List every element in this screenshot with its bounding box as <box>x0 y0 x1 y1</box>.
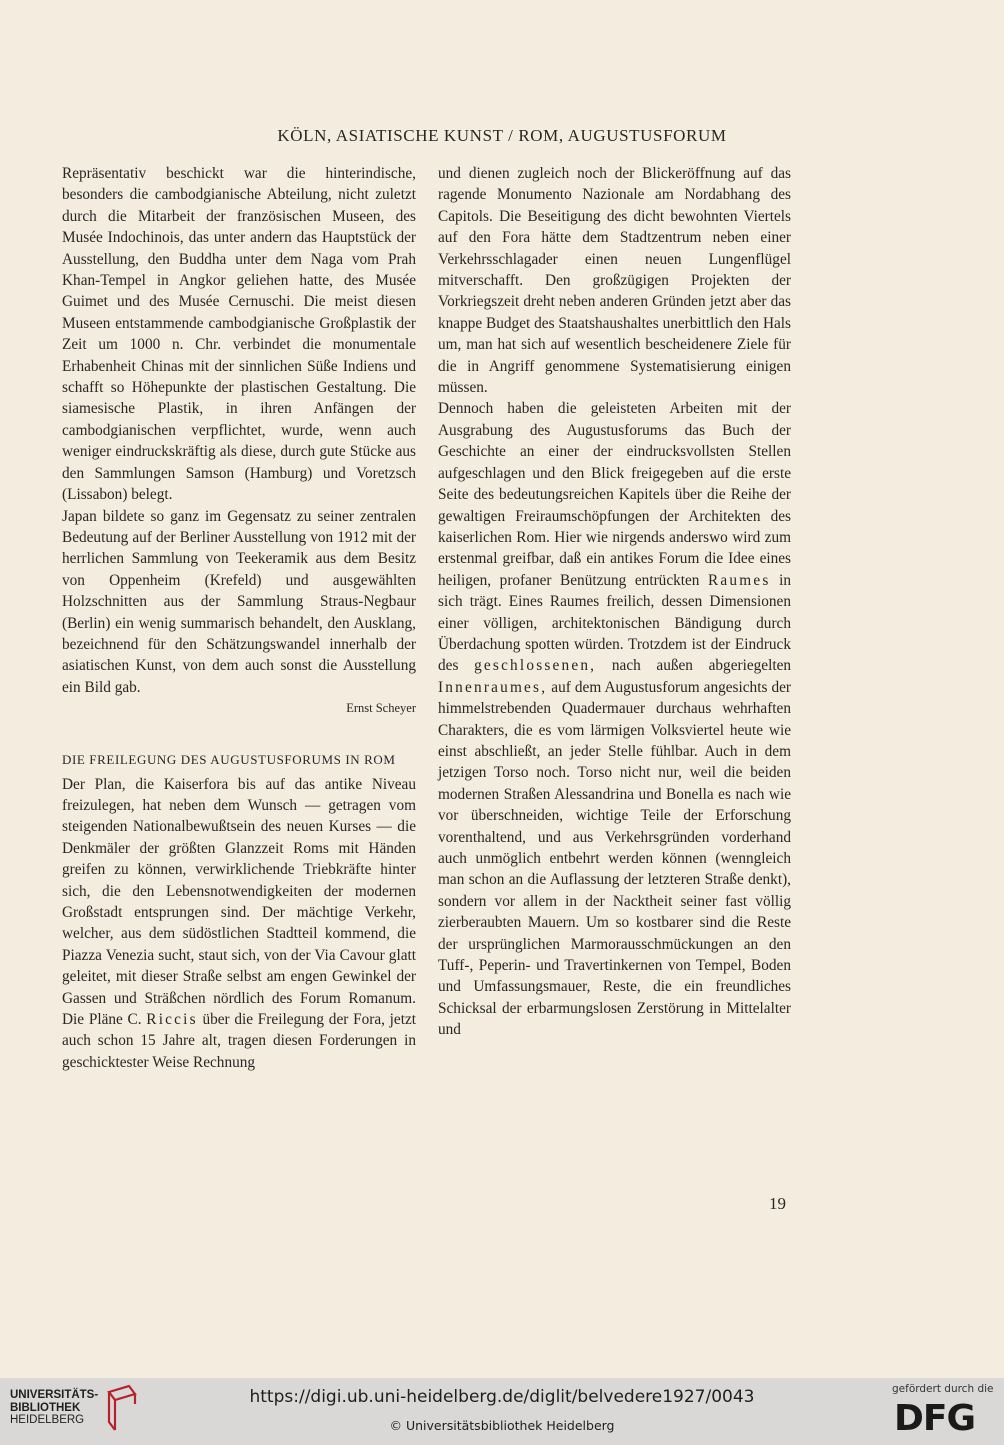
copyright-notice: © Universitätsbibliothek Heidelberg <box>389 1418 615 1433</box>
permalink-url[interactable]: https://digi.ub.uni-heidelberg.de/diglit/belvedere1927/0043 <box>249 1387 755 1407</box>
paragraph <box>438 398 791 1040</box>
running-head: KÖLN, ASIATISCHE KUNST / ROM, AUGUSTUSFORUM <box>277 126 727 145</box>
library-name-line: BIBLIOTHEK <box>10 1401 81 1414</box>
paragraph: Repräsentativ beschickt war die hinterindische, besonders die cambodgianische Abteilung, nicht zuletzt durch die Mitarbeit der französischen Museen, des Musée Indochinois, das unter andern das Hauptstück der Ausstellung, den Buddha unter dem Naga vom Prah Khan-Tempel in Angkor geliehen hatte, des Musée Guimet und des Musée Cernuschi. Die meist diesen Museen entstammende cambodgianische Großplastik der Zeit um 1000 n. Chr. verbindet die monumentale Erhabenheit Chinas mit der sinnlichen Süße Indiens und schafft so Höhepunkte der plastischen Gestaltung. Die siamesische Plastik, in ihren Anfängen der cambodgianischen verpflichtet, wurde, wenn auch weniger eindruckskräftig als diese, durch gute Stücke aus den Sammlungen Samson (Hamburg) und Voretzsch (Lissabon) belegt. <box>62 165 416 504</box>
paragraph: und dienen zugleich noch der Blickeröffnung auf das ragende Monumento Nazionale am Nordabhang des Capitols. Die Beseitigung des dicht bewohnten Viertels auf den Fora hätte dem Stadtzentrum neben einer Verkehrsschlagader einen neuen Lungenflügel mitverschafft. Den großzügigen Projekten der Vorkriegszeit dreht neben anderen Gründen jetzt aber das knappe Budget des Staatshaushaltes unerbittlich den Hals um, man hat sich auf wesentlich bescheidenere Ziele für die in Angriff genommene Systematisierung einigen müssen. <box>438 165 791 397</box>
paragraph <box>62 774 416 1074</box>
text-run: in sich trägt. Eines Raumes freilich, dessen Dimensionen einer völligen, architektonischen Bändigung durch Überdachung spotten würden. Trotzdem ist der Eindruck des <box>438 571 791 675</box>
spaced-word: Raumes <box>708 571 771 589</box>
library-name-line: UNIVERSITÄTS- <box>10 1389 99 1401</box>
section-heading: DIE FREILEGUNG DES AUGUSTUSFORUMS IN ROM <box>62 751 396 767</box>
text-run: nach außen abgeriegelten <box>611 657 792 675</box>
left-column <box>62 163 416 1073</box>
right-column <box>438 163 791 1041</box>
text-run: über die Freilegung der Fora, jetzt auch schon 15 Jahre alt, tragen diesen Forderungen in geschicktester Weise Rechnung <box>62 1011 416 1071</box>
spaced-name: Riccis <box>146 1011 198 1029</box>
page-number: 19 <box>769 1194 786 1213</box>
library-name-line: HEIDELBERG <box>10 1414 85 1426</box>
text-run: Dennoch haben die geleisteten Arbeiten mit der Ausgrabung des Augustusforums das Buch der Geschichte an einer der eindrucksvollsten Stellen aufgeschlagen und den Blick freigegeben auf die erste Seite des bedeutungsreichen Kapitels über die Reihe der gewaltigen Freiraumschöpfungen der Architekten des kaiserlichen Rom. Hier wie nirgends anderswo wird zum erstenmal greifbar, daß ein antikes Forum die Idee eines heiligen, profaner Benützung entrückten <box>438 400 791 589</box>
text-run: auf dem Augustusforum angesichts der himmelstrebenden Quadermauer durchaus wehrhaften Charakters, die es vom lärmigen Volksviertel heute wie einst abschließt, an jeder Stelle fühlbar. Auch in dem jetzigen Torso noch. Torso nicht nur, weil die beiden modernen Straßen Alessandrina und Bonella es nach wie vor überschneiden, wichtige Teile der Erforschung vorenthaltend, und aus Verkehrsgründen vorderhand auch unmöglich entbehrt werden können (wenngleich man schon an die Auflassung der letzteren Straße denkt), sondern vor allem in der Nacktheit seiner fast völlig zierberaubten Mauern. Um so kostbarer sind die Reste der ursprünglichen Marmorausschmückungen an den Tuff-, Peperin- und Travertinkernen von Tempel, Boden und Umfassungsmauer, Reste, die ein freundliches Schicksal der erbarmungslosen Zerstörung in Mittelalter und <box>438 678 791 1039</box>
text-run: Der Plan, die Kaiserfora bis auf das antike Niveau freizulegen, hat neben dem Wunsch — getragen vom steigenden Nationalbewußtsein des neuen Kurses — die Denkmäler der größten Glanzzeit Roms mit Händen greifen zu können, verwirklichende Triebkräfte hinter sich, die den Lebensnotwendigkeiten der modernen Großstadt entsprungen sind. Der mächtige Verkehr, welcher, aus dem südöstlichen Stadtteil kommend, die Piazza Venezia sucht, staut sich, von der Via Cavour glatt geleitet, mit dieser Straße selbst am engen Gewinkel der Gassen und Sträßchen nördlich des Forum Romanum. Die Pläne C. <box>62 775 416 1029</box>
paragraph: Japan bildete so ganz im Gegensatz zu seiner zentralen Bedeutung auf der Berliner Ausstellung von 1912 mit der herrlichen Sammlung von Teekeramik aus dem Besitz von Oppenheim (Krefeld) und ausgewählten Holzschnitten aus der Sammlung Straus-Negbaur (Berlin) ein wenig summarisch behandelt, den Ausklang, bezeichnend für den Schätzungswandel innerhalb der asiatischen Kunst, von dem auch sonst die Ausstellung ein Bild gab. <box>62 507 416 696</box>
dfg-logo-text: DFG <box>894 1399 976 1433</box>
spaced-word: geschlossenen, <box>474 657 597 675</box>
spaced-word: Innenraumes, <box>438 678 548 696</box>
dfg-logo[interactable] <box>894 1399 990 1433</box>
signature-line <box>62 698 416 719</box>
author-signature: Ernst Scheyer <box>346 701 416 716</box>
funded-by-label: gefördert durch die <box>892 1383 994 1395</box>
